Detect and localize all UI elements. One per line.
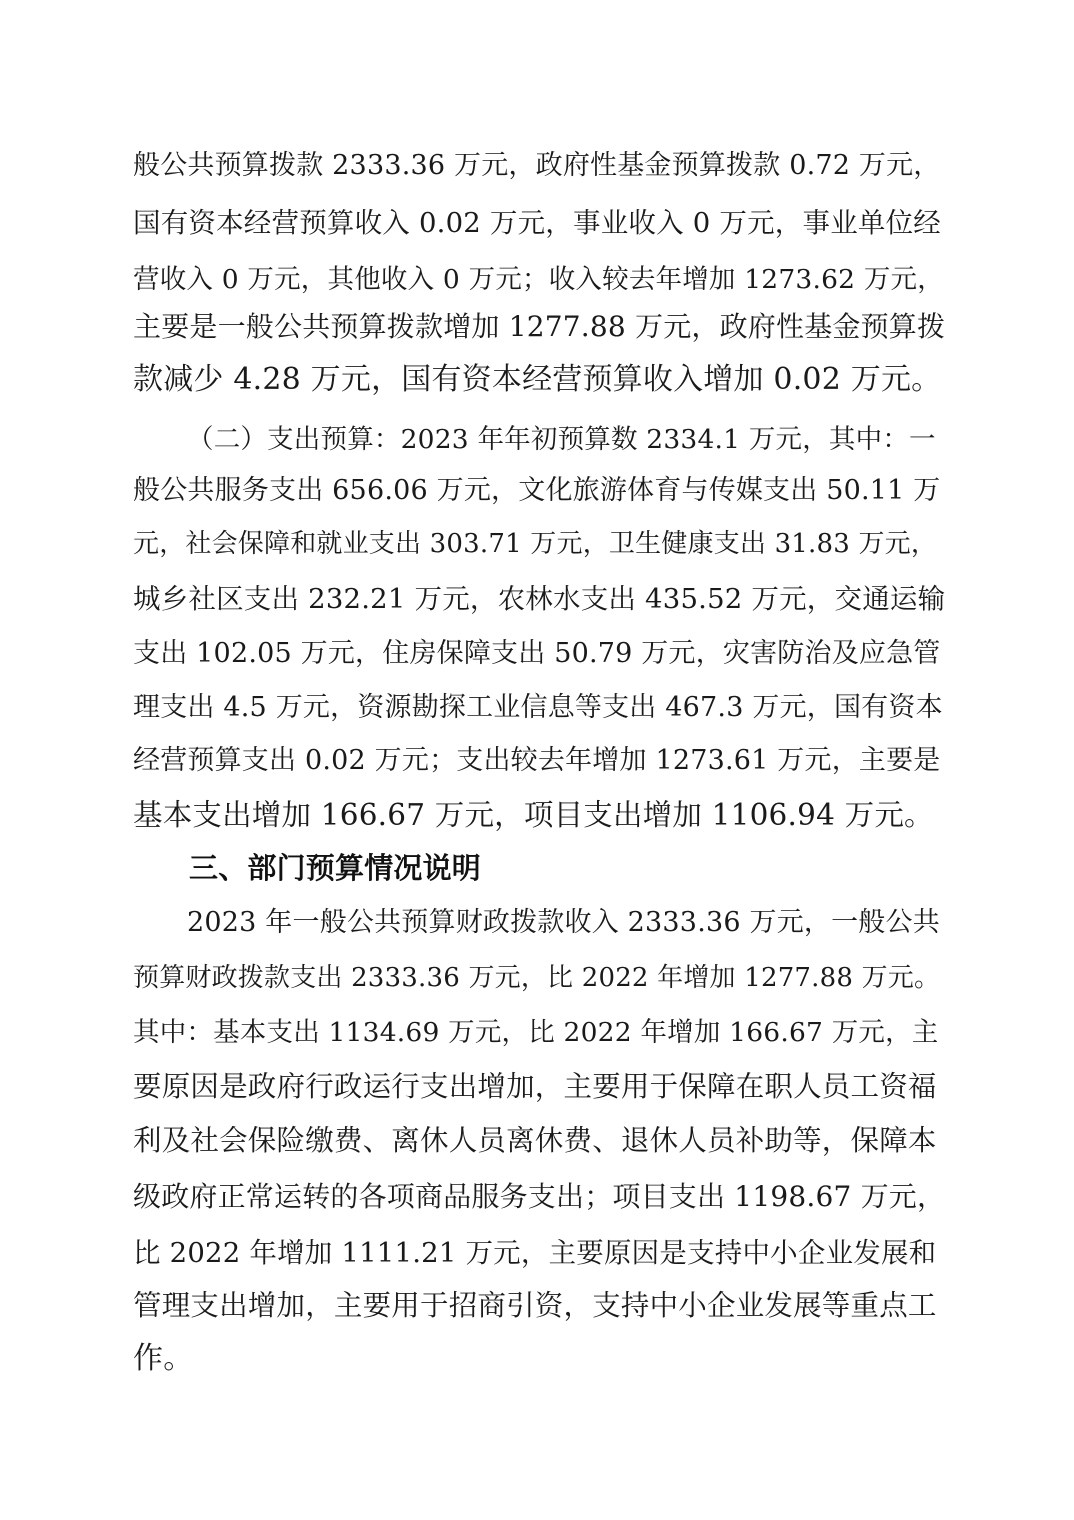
text-line: 利及社会保险缴费、离休人员离休费、退休人员补助等，保障本 xyxy=(133,1124,937,1157)
text-line: 城乡社区支出 232.21 万元，农林水支出 435.52 万元，交通运输 xyxy=(133,583,946,615)
text-line: 2023 年一般公共预算财政拨款收入 2333.36 万元，一般公共 xyxy=(187,907,940,938)
text-line: 比 2022 年增加 1111.21 万元，主要原因是支持中小企业发展和 xyxy=(133,1237,937,1269)
text-line: 理支出 4.5 万元，资源勘探工业信息等支出 467.3 万元，国有资本 xyxy=(133,692,943,723)
text-line: 元，社会保障和就业支出 303.71 万元，卫生健康支出 31.83 万元， xyxy=(133,529,938,559)
text-line: 国有资本经营预算收入 0.02 万元，事业收入 0 万元，事业单位经 xyxy=(133,207,941,239)
text-line: 经营预算支出 0.02 万元；支出较去年增加 1273.61 万元，主要是 xyxy=(133,745,941,776)
text-line: 般公共预算拨款 2333.36 万元，政府性基金预算拨款 0.72 万元， xyxy=(133,150,941,181)
text-line: （二）支出预算：2023 年年初预算数 2334.1 万元，其中：一 xyxy=(187,424,936,455)
text-line: 管理支出增加，主要用于招商引资，支持中小企业发展等重点工 xyxy=(133,1289,937,1322)
text-line: 作。 xyxy=(133,1341,194,1376)
text-line: 级政府正常运转的各项商品服务支出；项目支出 1198.67 万元， xyxy=(133,1180,946,1213)
text-line: 款减少 4.28 万元，国有资本经营预算收入增加 0.02 万元。 xyxy=(133,362,942,397)
text-line: 般公共服务支出 656.06 万元，文化旅游体育与传媒支出 50.11 万 xyxy=(133,475,941,506)
text-line: 要原因是政府行政运行支出增加，主要用于保障在职人员工资福 xyxy=(133,1070,937,1103)
text-line: 主要是一般公共预算拨款增加 1277.88 万元，政府性基金预算拨 xyxy=(133,310,946,343)
section-heading: 三、部门预算情况说明 xyxy=(189,851,482,885)
text-line: 预算财政拨款支出 2333.36 万元，比 2022 年增加 1277.88 万元。 xyxy=(133,963,941,993)
text-line: 其中：基本支出 1134.69 万元，比 2022 年增加 166.67 万元，主 xyxy=(133,1017,939,1048)
text-line: 支出 102.05 万元，住房保障支出 50.79 万元，灾害防治及应急管 xyxy=(133,638,941,669)
text-line: 营收入 0 万元，其他收入 0 万元；收入较去年增加 1273.62 万元， xyxy=(133,264,944,295)
text-line: 基本支出增加 166.67 万元，项目支出增加 1106.94 万元。 xyxy=(133,798,934,832)
